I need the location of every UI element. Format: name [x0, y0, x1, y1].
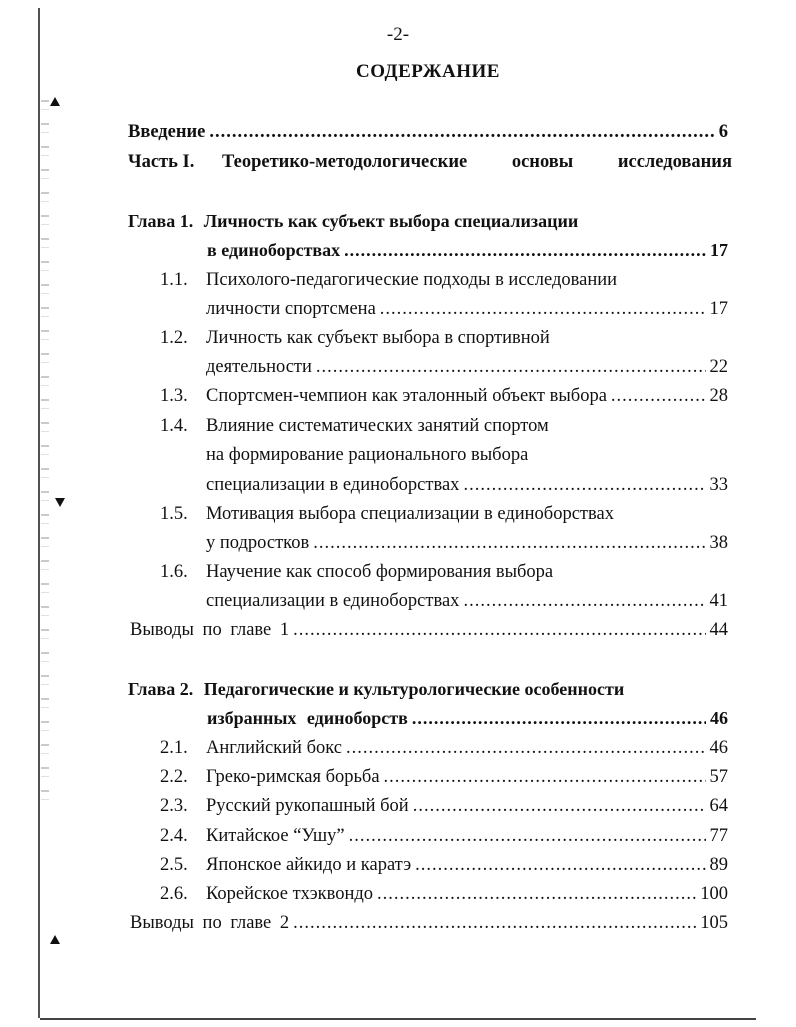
leader-dots: [412, 708, 706, 729]
leader-dots: [415, 855, 705, 876]
scan-mark-icon: [50, 935, 60, 944]
section-1-2-entry[interactable]: [206, 357, 728, 378]
toc-entry-page: 38: [709, 533, 728, 553]
binding-edge: [38, 8, 40, 1018]
toc-entry-page: 89: [709, 855, 728, 875]
section-title: Корейское тхэквондо: [206, 884, 374, 904]
section-number: 1.5.: [160, 504, 188, 524]
section-2-2-entry[interactable]: [160, 767, 728, 788]
page-number: -2-: [386, 24, 410, 45]
leader-dots: [463, 591, 705, 612]
section-2-3-entry[interactable]: [160, 796, 728, 817]
scan-mark-icon: [55, 498, 65, 507]
toc-entry-intro[interactable]: [128, 122, 728, 143]
chapter1-heading: [128, 211, 578, 232]
section-title-cont: специализации в единоборствах: [206, 591, 460, 611]
chapter-title-cont: в единоборствах: [207, 240, 341, 260]
section-1-6-line1: [160, 562, 553, 583]
toc-entry-page: 44: [709, 620, 728, 640]
section-2-6-entry[interactable]: [160, 884, 728, 905]
section-number: 2.6.: [160, 884, 188, 904]
section-title: Спортсмен-чемпион как эталонный объект выбора: [206, 386, 607, 406]
toc-entry-page: 6: [718, 122, 728, 142]
section-2-4-entry[interactable]: [160, 826, 728, 847]
section-number: 1.6.: [160, 562, 188, 582]
toc-entry-page: 28: [709, 386, 728, 406]
section-title: Мотивация выбора специализации в единоборствах: [206, 504, 614, 524]
section-number: 2.1.: [160, 738, 188, 758]
toc-part-heading: [128, 152, 732, 173]
section-title: Влияние систематических занятий спортом: [206, 416, 549, 436]
leader-dots: [209, 122, 714, 143]
toc-entry-page: 41: [709, 591, 728, 611]
section-number: 2.4.: [160, 826, 188, 846]
leader-dots: [313, 533, 705, 554]
toc-entry-label: Введение: [128, 122, 206, 142]
section-title-cont: специализации в единоборствах: [206, 475, 460, 495]
part-text: Теоретико-методологические основы исследования: [222, 152, 732, 172]
leader-dots: [377, 884, 696, 905]
section-1-4-entry[interactable]: [206, 475, 728, 496]
toc-entry-page: 105: [700, 913, 728, 933]
section-title: Греко-римская борьба: [206, 767, 380, 787]
section-title-cont: личности спортсмена: [206, 299, 376, 319]
leader-dots: [349, 826, 706, 847]
toc-entry-page: 33: [709, 475, 728, 495]
section-title: Русский рукопашный бой: [206, 796, 409, 816]
section-2-1-entry[interactable]: [160, 738, 728, 759]
section-1-6-entry[interactable]: [206, 591, 728, 612]
leader-dots: [293, 620, 705, 641]
conclusion-label: Выводы по главе 2: [130, 913, 290, 933]
chapter2-heading: [128, 679, 624, 700]
chapter2-conclusion-entry[interactable]: [130, 913, 728, 934]
toc-entry-page: 64: [709, 796, 728, 816]
toc-entry-page: 17: [710, 240, 728, 260]
toc-title: СОДЕРЖАНИЕ: [356, 61, 500, 82]
section-title: Английский бокс: [206, 738, 342, 758]
section-1-5-entry[interactable]: [206, 533, 728, 554]
chapter-label: Глава 1.: [128, 211, 194, 231]
toc-entry-page: 57: [709, 767, 728, 787]
scan-noise: [41, 100, 49, 800]
leader-dots: [413, 796, 706, 817]
leader-dots: [611, 386, 706, 407]
toc-entry-page: 46: [709, 738, 728, 758]
section-title: Японское айкидо и каратэ: [206, 855, 412, 875]
leader-dots: [344, 240, 706, 261]
toc-entry-page: 46: [710, 708, 728, 728]
section-title: Психолого-педагогические подходы в исследовании: [206, 270, 618, 290]
leader-dots: [384, 767, 706, 788]
leader-dots: [380, 299, 706, 320]
part-label: Часть: [128, 152, 178, 172]
chapter-title-cont: избранных единоборств: [207, 708, 408, 728]
chapter-title: Личность как субъект выбора специализации: [203, 211, 579, 231]
leader-dots: [346, 738, 706, 759]
section-number: 1.3.: [160, 386, 188, 406]
toc-entry-page: 22: [709, 357, 728, 377]
section-1-4-line2: на формирование рационального выбора: [206, 445, 529, 465]
toc-entry-page: 17: [709, 299, 728, 319]
section-number: 1.2.: [160, 328, 188, 348]
chapter1-entry[interactable]: [207, 240, 728, 261]
section-2-5-entry[interactable]: [160, 855, 728, 876]
section-1-1-line1: [160, 270, 617, 291]
chapter-title: Педагогические и культурологические особенности: [203, 679, 625, 699]
scan-mark-icon: [50, 97, 60, 106]
part-numeral: I.: [182, 152, 195, 172]
section-1-4-line1: [160, 416, 549, 437]
conclusion-label: Выводы по главе 1: [130, 620, 290, 640]
section-1-1-entry[interactable]: [206, 299, 728, 320]
section-title: Китайское “Ушу”: [206, 826, 345, 846]
section-title-cont: у подростков: [206, 533, 310, 553]
section-number: 1.1.: [160, 270, 188, 290]
leader-dots: [293, 913, 696, 934]
section-1-5-line1: [160, 504, 614, 525]
toc-entry-page: 77: [709, 826, 728, 846]
chapter1-conclusion-entry[interactable]: [130, 620, 728, 641]
section-number: 2.2.: [160, 767, 188, 787]
section-title: Научение как способ формирования выбора: [206, 562, 554, 582]
bottom-edge: [40, 1018, 756, 1020]
section-number: 1.4.: [160, 416, 188, 436]
chapter-label: Глава 2.: [128, 679, 194, 699]
section-1-3-entry[interactable]: [160, 386, 728, 407]
section-number: 2.3.: [160, 796, 188, 816]
leader-dots: [316, 357, 706, 378]
chapter2-entry[interactable]: [207, 708, 728, 729]
leader-dots: [463, 475, 705, 496]
section-title-cont: деятельности: [206, 357, 312, 377]
toc-entry-page: 100: [700, 884, 728, 904]
section-number: 2.5.: [160, 855, 188, 875]
section-title: Личность как субъект выбора в спортивной: [206, 328, 550, 348]
section-1-2-line1: [160, 328, 550, 349]
